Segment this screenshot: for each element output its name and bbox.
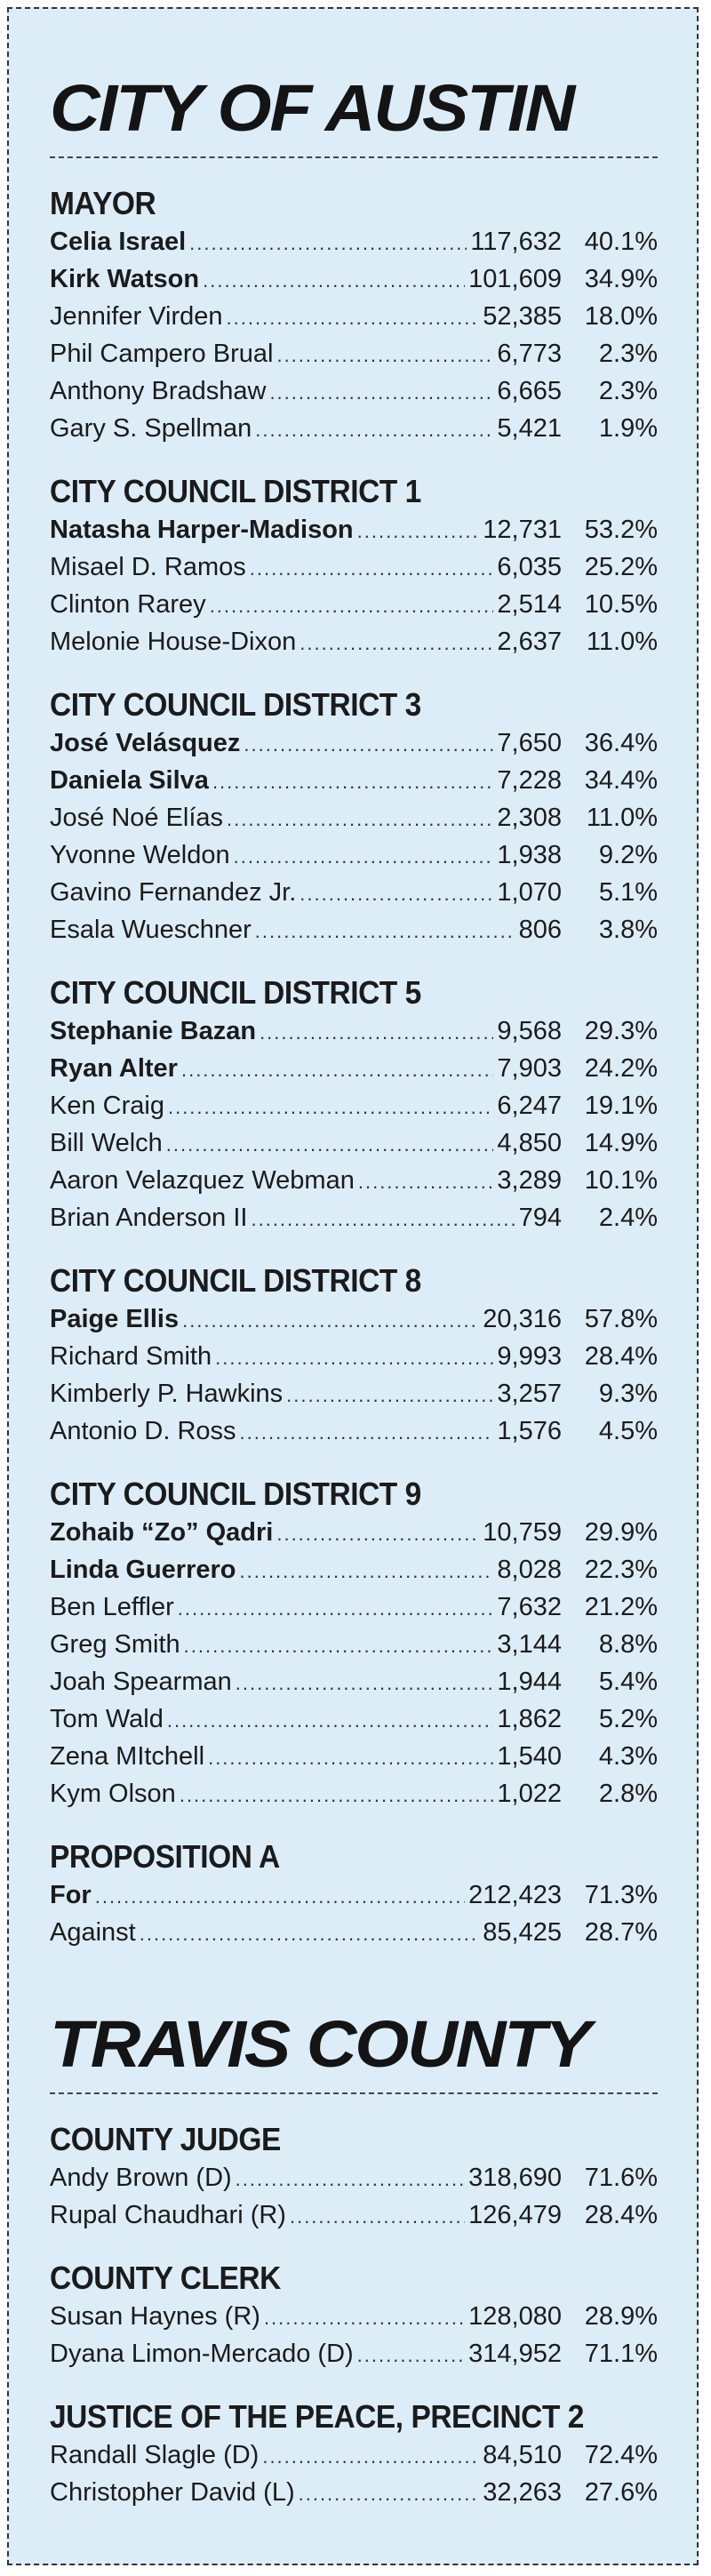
vote-percent: 1.9% bbox=[598, 414, 658, 443]
candidate-row bbox=[50, 2299, 658, 2336]
candidate-name: Stephanie Bazan bbox=[50, 1017, 257, 1045]
candidate-row bbox=[50, 1088, 658, 1125]
candidate-row bbox=[50, 587, 658, 624]
dot-leader bbox=[240, 1554, 494, 1589]
race-section bbox=[50, 2398, 658, 2512]
dot-leader bbox=[181, 1052, 493, 1088]
candidate-row bbox=[50, 1877, 658, 1915]
vote-count: 212,423 bbox=[468, 1881, 562, 1909]
candidate-row bbox=[50, 224, 658, 261]
candidate-row bbox=[50, 1301, 658, 1339]
dot-leader bbox=[290, 2199, 465, 2235]
candidate-row bbox=[50, 2160, 658, 2197]
vote-percent: 34.4% bbox=[584, 766, 658, 795]
race-section bbox=[50, 1262, 658, 1451]
candidate-name: Bill Welch bbox=[50, 1129, 163, 1157]
vote-percent: 5.4% bbox=[598, 1668, 658, 1696]
candidate-row bbox=[50, 299, 658, 336]
candidate-row bbox=[50, 1339, 658, 1376]
vote-percent: 9.3% bbox=[598, 1380, 658, 1408]
vote-count: 9,993 bbox=[497, 1342, 562, 1371]
candidate-row bbox=[50, 2336, 658, 2373]
candidate-row bbox=[50, 1739, 658, 1776]
candidate-row bbox=[50, 1701, 658, 1739]
vote-percent: 72.4% bbox=[584, 2441, 658, 2469]
candidate-row bbox=[50, 2475, 658, 2512]
vote-count: 20,316 bbox=[483, 1305, 562, 1333]
vote-count: 2,308 bbox=[497, 804, 562, 832]
candidate-name: For bbox=[50, 1881, 92, 1909]
vote-percent: 9.2% bbox=[598, 841, 658, 869]
dot-leader bbox=[167, 1703, 494, 1739]
vote-percent: 18.0% bbox=[584, 302, 658, 331]
dot-leader bbox=[251, 1202, 515, 1237]
race-title: CITY COUNCIL DISTRICT 1 bbox=[50, 473, 421, 509]
dot-leader bbox=[236, 2162, 466, 2197]
candidate-name: Kimberly P. Hawkins bbox=[50, 1380, 284, 1408]
vote-count: 9,568 bbox=[497, 1017, 562, 1045]
candidate-row bbox=[50, 763, 658, 800]
candidate-name: Natasha Harper-Madison bbox=[50, 516, 354, 544]
race-title: MAYOR bbox=[50, 185, 156, 221]
race-title: CITY COUNCIL DISTRICT 9 bbox=[50, 1476, 421, 1512]
vote-percent: 34.9% bbox=[584, 265, 658, 293]
dot-leader bbox=[244, 727, 493, 763]
vote-count: 52,385 bbox=[483, 302, 562, 331]
vote-count: 7,632 bbox=[497, 1593, 562, 1621]
vote-count: 1,022 bbox=[497, 1780, 562, 1808]
candidate-name: Yvonne Weldon bbox=[50, 841, 230, 869]
vote-count: 7,228 bbox=[497, 766, 562, 795]
vote-percent: 19.1% bbox=[584, 1092, 658, 1120]
dot-leader bbox=[276, 338, 493, 373]
candidate-name: Against bbox=[50, 1918, 136, 1947]
candidate-row bbox=[50, 2197, 658, 2235]
dot-leader bbox=[358, 1164, 494, 1200]
candidate-name: Daniela Silva bbox=[50, 766, 209, 795]
race-section bbox=[50, 686, 658, 949]
dot-leader bbox=[255, 914, 515, 949]
race-title: JUSTICE OF THE PEACE, PRECINCT 2 bbox=[50, 2398, 584, 2435]
candidate-name: Gary S. Spellman bbox=[50, 414, 252, 443]
race-title: CITY COUNCIL DISTRICT 3 bbox=[50, 686, 421, 723]
race-section bbox=[50, 185, 658, 448]
dot-leader bbox=[212, 764, 493, 800]
candidate-row bbox=[50, 261, 658, 299]
candidate-row bbox=[50, 1776, 658, 1813]
vote-count: 8,028 bbox=[497, 1556, 562, 1584]
candidate-row bbox=[50, 1163, 658, 1200]
vote-count: 1,070 bbox=[497, 878, 562, 907]
vote-percent: 14.9% bbox=[584, 1129, 658, 1157]
vote-percent: 4.5% bbox=[598, 1417, 658, 1445]
candidate-row bbox=[50, 1627, 658, 1664]
dot-leader bbox=[269, 375, 493, 411]
vote-percent: 11.0% bbox=[586, 628, 658, 656]
vote-count: 7,903 bbox=[497, 1054, 562, 1083]
vote-count: 6,035 bbox=[497, 553, 562, 581]
vote-percent: 11.0% bbox=[586, 804, 658, 832]
dot-leader bbox=[300, 626, 493, 661]
vote-count: 101,609 bbox=[468, 265, 562, 293]
race-section bbox=[50, 1838, 658, 1952]
vote-count: 3,289 bbox=[497, 1166, 562, 1195]
dot-leader bbox=[166, 1127, 494, 1163]
candidate-name: Richard Smith bbox=[50, 1342, 212, 1371]
candidate-name: Clinton Rarey bbox=[50, 590, 206, 619]
vote-percent: 22.3% bbox=[584, 1556, 658, 1584]
race-section bbox=[50, 1476, 658, 1813]
candidate-name: Rupal Chaudhari (R) bbox=[50, 2201, 286, 2229]
candidate-name: Jennifer Virden bbox=[50, 302, 223, 331]
candidate-name: Kym Olson bbox=[50, 1780, 176, 1808]
candidate-name: Gavino Fernandez Jr. bbox=[50, 878, 297, 907]
dot-leader bbox=[250, 551, 494, 587]
race-section bbox=[50, 2121, 658, 2235]
vote-count: 314,952 bbox=[468, 2340, 562, 2368]
candidate-row bbox=[50, 1515, 658, 1552]
candidate-name: Brian Anderson II bbox=[50, 1204, 248, 1232]
vote-count: 1,944 bbox=[497, 1668, 562, 1696]
dot-leader bbox=[357, 514, 480, 549]
candidate-name: Andy Brown (D) bbox=[50, 2164, 232, 2192]
vote-count: 12,731 bbox=[483, 516, 562, 544]
vote-percent: 28.4% bbox=[584, 2201, 658, 2229]
race-section bbox=[50, 473, 658, 661]
vote-count: 126,479 bbox=[468, 2201, 562, 2229]
vote-percent: 71.3% bbox=[584, 1881, 658, 1909]
dot-leader bbox=[286, 1378, 493, 1413]
dot-leader bbox=[178, 1591, 494, 1627]
candidate-row bbox=[50, 512, 658, 549]
vote-count: 318,690 bbox=[468, 2164, 562, 2192]
candidate-name: Linda Guerrero bbox=[50, 1556, 236, 1584]
vote-percent: 5.1% bbox=[598, 878, 658, 907]
dot-leader bbox=[210, 588, 494, 624]
candidate-name: Dyana Limon-Mercado (D) bbox=[50, 2340, 354, 2368]
candidate-name: Kirk Watson bbox=[50, 265, 200, 293]
vote-percent: 21.2% bbox=[584, 1593, 658, 1621]
dot-leader bbox=[236, 1666, 494, 1701]
candidate-row bbox=[50, 549, 658, 587]
candidate-name: Misael D. Ramos bbox=[50, 553, 246, 581]
vote-percent: 2.8% bbox=[598, 1780, 658, 1808]
vote-count: 5,421 bbox=[497, 414, 562, 443]
race-title: CITY COUNCIL DISTRICT 5 bbox=[50, 974, 421, 1011]
dot-leader bbox=[168, 1090, 493, 1125]
candidate-name: Susan Haynes (R) bbox=[50, 2302, 260, 2331]
race-title: COUNTY CLERK bbox=[50, 2260, 281, 2296]
vote-count: 32,263 bbox=[483, 2478, 562, 2507]
vote-percent: 40.1% bbox=[584, 228, 658, 256]
candidate-row bbox=[50, 336, 658, 373]
candidate-row bbox=[50, 1664, 658, 1701]
dot-leader bbox=[264, 2300, 465, 2336]
vote-count: 1,576 bbox=[497, 1417, 562, 1445]
vote-count: 128,080 bbox=[468, 2302, 562, 2331]
dot-leader bbox=[255, 412, 493, 448]
vote-percent: 28.9% bbox=[584, 2302, 658, 2331]
candidate-row bbox=[50, 1200, 658, 1237]
vote-percent: 25.2% bbox=[584, 553, 658, 581]
city-title: CITY OF AUSTIN bbox=[50, 71, 574, 145]
vote-count: 117,632 bbox=[470, 228, 562, 256]
vote-count: 794 bbox=[518, 1204, 562, 1232]
candidate-row bbox=[50, 1915, 658, 1952]
candidate-name: Esala Wueschner bbox=[50, 916, 252, 944]
candidate-row bbox=[50, 1589, 658, 1627]
candidate-row bbox=[50, 875, 658, 912]
vote-percent: 71.1% bbox=[584, 2340, 658, 2368]
candidate-row bbox=[50, 1552, 658, 1589]
candidate-row bbox=[50, 1051, 658, 1088]
vote-percent: 5.2% bbox=[598, 1705, 658, 1733]
vote-percent: 27.6% bbox=[584, 2478, 658, 2507]
candidate-row bbox=[50, 2437, 658, 2475]
dot-leader bbox=[276, 1516, 479, 1552]
vote-percent: 29.3% bbox=[584, 1017, 658, 1045]
vote-percent: 3.8% bbox=[598, 916, 658, 944]
candidate-row bbox=[50, 1413, 658, 1451]
vote-count: 4,850 bbox=[497, 1129, 562, 1157]
vote-count: 10,759 bbox=[483, 1518, 562, 1547]
race-section bbox=[50, 2260, 658, 2373]
vote-count: 2,637 bbox=[497, 628, 562, 656]
vote-percent: 10.5% bbox=[584, 590, 658, 619]
vote-count: 806 bbox=[518, 916, 562, 944]
dot-leader bbox=[180, 1778, 494, 1813]
vote-percent: 28.7% bbox=[584, 1918, 658, 1947]
vote-count: 6,665 bbox=[497, 377, 562, 405]
vote-percent: 8.8% bbox=[598, 1630, 658, 1659]
dot-leader bbox=[95, 1879, 465, 1915]
candidate-row bbox=[50, 725, 658, 763]
vote-count: 84,510 bbox=[483, 2441, 562, 2469]
dot-leader bbox=[182, 1303, 479, 1339]
candidate-name: Ryan Alter bbox=[50, 1054, 178, 1083]
county-divider bbox=[50, 2092, 658, 2094]
candidate-name: Zena MItchell bbox=[50, 1742, 205, 1771]
candidate-row bbox=[50, 411, 658, 448]
candidate-name: Ken Craig bbox=[50, 1092, 164, 1120]
candidate-row bbox=[50, 837, 658, 875]
candidate-name: Paige Ellis bbox=[50, 1305, 180, 1333]
dot-leader bbox=[227, 802, 493, 837]
vote-percent: 28.4% bbox=[584, 1342, 658, 1371]
candidate-row bbox=[50, 373, 658, 411]
dot-leader bbox=[227, 300, 480, 336]
vote-percent: 10.1% bbox=[584, 1166, 658, 1195]
candidate-name: Anthony Bradshaw bbox=[50, 377, 267, 405]
candidate-name: Randall Slagle (D) bbox=[50, 2441, 260, 2469]
candidate-row bbox=[50, 1125, 658, 1163]
vote-count: 1,540 bbox=[497, 1742, 562, 1771]
county-results bbox=[50, 2121, 658, 2512]
dot-leader bbox=[184, 1628, 494, 1664]
race-title: CITY COUNCIL DISTRICT 8 bbox=[50, 1262, 421, 1299]
vote-count: 3,257 bbox=[497, 1380, 562, 1408]
race-title: COUNTY JUDGE bbox=[50, 2121, 281, 2157]
vote-count: 85,425 bbox=[483, 1918, 562, 1947]
county-title: TRAVIS COUNTY bbox=[50, 2007, 590, 2081]
vote-percent: 24.2% bbox=[584, 1054, 658, 1083]
vote-count: 3,144 bbox=[497, 1630, 562, 1659]
dot-leader bbox=[299, 2476, 480, 2512]
dot-leader bbox=[140, 1916, 480, 1952]
vote-percent: 53.2% bbox=[584, 516, 658, 544]
candidate-name: Zohaib “Zo” Qadri bbox=[50, 1518, 274, 1547]
candidate-name: Greg Smith bbox=[50, 1630, 180, 1659]
candidate-name: José Velásquez bbox=[50, 729, 241, 757]
dot-leader bbox=[357, 2338, 466, 2373]
vote-percent: 29.9% bbox=[584, 1518, 658, 1547]
candidate-row bbox=[50, 624, 658, 661]
dot-leader bbox=[240, 1415, 494, 1451]
candidate-row bbox=[50, 800, 658, 837]
dot-leader bbox=[300, 876, 493, 912]
city-divider bbox=[50, 156, 658, 158]
vote-percent: 2.3% bbox=[598, 340, 658, 368]
candidate-name: Melonie House-Dixon bbox=[50, 628, 297, 656]
dot-leader bbox=[189, 226, 467, 261]
vote-percent: 36.4% bbox=[584, 729, 658, 757]
vote-count: 7,650 bbox=[497, 729, 562, 757]
dot-leader bbox=[234, 839, 494, 875]
results-panel bbox=[7, 7, 699, 2565]
candidate-name: José Noé Elías bbox=[50, 804, 224, 832]
dot-leader bbox=[215, 1340, 493, 1376]
candidate-row bbox=[50, 912, 658, 949]
candidate-name: Tom Wald bbox=[50, 1705, 164, 1733]
vote-percent: 2.4% bbox=[598, 1204, 658, 1232]
candidate-name: Celia Israel bbox=[50, 228, 187, 256]
vote-percent: 57.8% bbox=[584, 1305, 658, 1333]
candidate-name: Antonio D. Ross bbox=[50, 1417, 236, 1445]
vote-percent: 4.3% bbox=[598, 1742, 658, 1771]
race-section bbox=[50, 974, 658, 1237]
candidate-row bbox=[50, 1013, 658, 1051]
vote-count: 1,862 bbox=[497, 1705, 562, 1733]
race-title: PROPOSITION A bbox=[50, 1838, 280, 1875]
vote-percent: 2.3% bbox=[598, 377, 658, 405]
dot-leader bbox=[260, 1015, 493, 1051]
city-results bbox=[50, 185, 658, 1952]
candidate-name: Aaron Velazquez Webman bbox=[50, 1166, 355, 1195]
dot-leader bbox=[203, 263, 465, 299]
vote-count: 6,773 bbox=[497, 340, 562, 368]
vote-percent: 71.6% bbox=[584, 2164, 658, 2192]
candidate-row bbox=[50, 1376, 658, 1413]
candidate-name: Christopher David (L) bbox=[50, 2478, 295, 2507]
dot-leader bbox=[208, 1740, 493, 1776]
dot-leader bbox=[262, 2439, 479, 2475]
vote-count: 2,514 bbox=[497, 590, 562, 619]
candidate-name: Phil Campero Brual bbox=[50, 340, 274, 368]
candidate-name: Ben Leffler bbox=[50, 1593, 174, 1621]
vote-count: 1,938 bbox=[497, 841, 562, 869]
candidate-name: Joah Spearman bbox=[50, 1668, 232, 1696]
vote-count: 6,247 bbox=[497, 1092, 562, 1120]
